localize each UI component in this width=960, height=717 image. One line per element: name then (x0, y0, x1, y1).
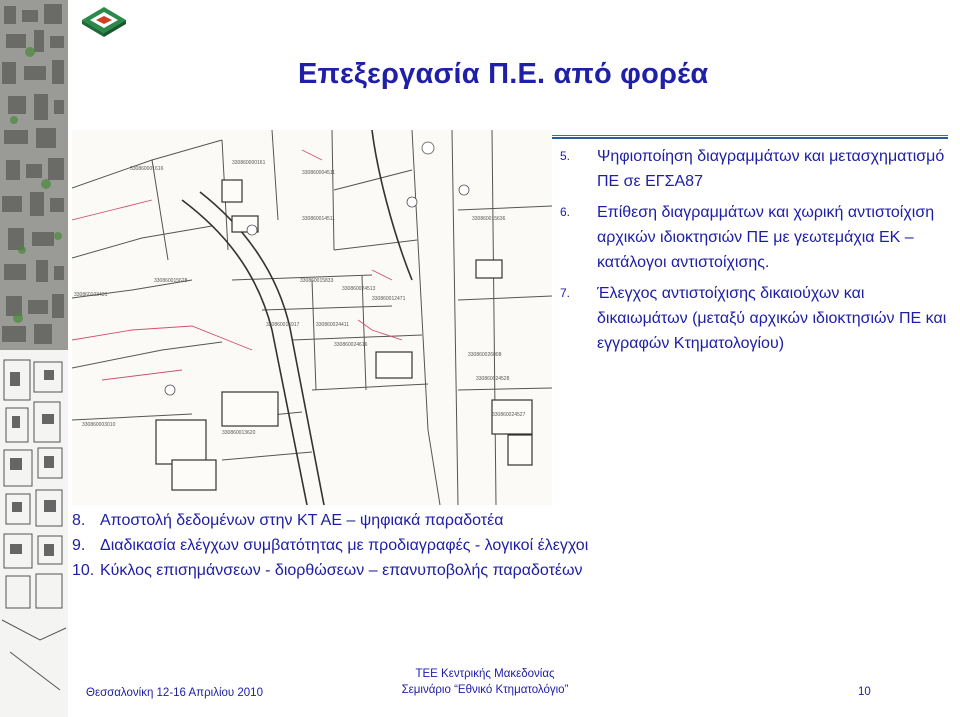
footer-organization: ΤΕΕ Κεντρικής Μακεδονίας (415, 668, 555, 680)
step-number: 9. (72, 537, 86, 554)
step-text: Κύκλος επισημάνσεων - διορθώσεων – επανυποβολής παραδοτέων (100, 562, 583, 579)
list-item (72, 533, 588, 558)
footer-date-location: Θεσσαλονίκη 12-16 Απριλίου 2010 (86, 687, 263, 699)
step-list (560, 144, 950, 362)
svg-text:330860103431: 330860103431 (74, 292, 108, 298)
page-number: 10 (858, 686, 871, 698)
cadastral-map-image (72, 130, 552, 505)
footer-event (380, 666, 590, 698)
step-text: Ψηφιοποίηση διαγραμμάτων και μετασχηματισμό ΠΕ σε ΕΓΣΑ87 (597, 148, 945, 190)
svg-text:330860000161: 330860000161 (232, 160, 266, 166)
list-item (560, 200, 950, 275)
svg-text:330860003010: 330860003010 (82, 422, 116, 428)
svg-text:330860024513: 330860024513 (342, 286, 376, 292)
svg-text:330860015636: 330860015636 (472, 216, 506, 222)
list-item (560, 281, 950, 356)
svg-text:330860004511: 330860004511 (302, 170, 335, 176)
svg-text:330860014511: 330860014511 (302, 216, 335, 222)
step-text: Διαδικασία ελέγχων συμβατότητας με προδιαγραφές - λογικοί έλεγχοι (100, 537, 589, 554)
svg-text:330860026008: 330860026008 (468, 352, 502, 358)
svg-text:330860015917: 330860015917 (266, 322, 300, 328)
step-text: Επίθεση διαγραμμάτων και χωρική αντιστοίχιση αρχικών ιδιοκτησιών ΠΕ με γεωτεμάχια ΕΚ – κατάλογοι αντιστοίχισης. (597, 204, 935, 271)
step-number: 8. (72, 512, 86, 529)
decorative-map-strip (0, 0, 68, 717)
bottom-step-list (72, 508, 588, 583)
list-item (72, 558, 588, 583)
svg-text:330860015833: 330860015833 (300, 278, 334, 284)
step-number: 5. (560, 149, 571, 163)
svg-text:330860024616: 330860024616 (334, 342, 368, 348)
svg-text:330860012471: 330860012471 (372, 296, 406, 302)
svg-text:330860024528: 330860024528 (476, 376, 510, 382)
slide-title: Επεξεργασία Π.Ε. από φορέα (298, 58, 709, 90)
svg-text:330860015628: 330860015628 (154, 278, 188, 284)
svg-text:330860024527: 330860024527 (492, 412, 526, 418)
svg-text:330860024411: 330860024411 (316, 322, 349, 328)
step-number: 6. (560, 205, 571, 219)
footer-seminar: Σεμινάριο “Εθνικό Κτηματολόγιο” (401, 684, 569, 696)
list-item (72, 508, 588, 533)
list-item (560, 144, 950, 194)
organization-logo (80, 6, 128, 38)
step-number: 10. (72, 562, 95, 579)
svg-text:330860013620: 330860013620 (222, 430, 256, 436)
step-text: Έλεγχος αντιστοίχισης δικαιούχων και δικαιωμάτων (μεταξύ αρχικών ιδιοκτησιών ΠΕ και εγγραφών Κτηματολογίου) (597, 285, 947, 352)
step-number: 7. (560, 286, 571, 300)
svg-text:330860001616: 330860001616 (130, 166, 164, 172)
step-text: Αποστολή δεδομένων στην ΚΤ ΑΕ – ψηφιακά παραδοτέα (100, 512, 504, 529)
